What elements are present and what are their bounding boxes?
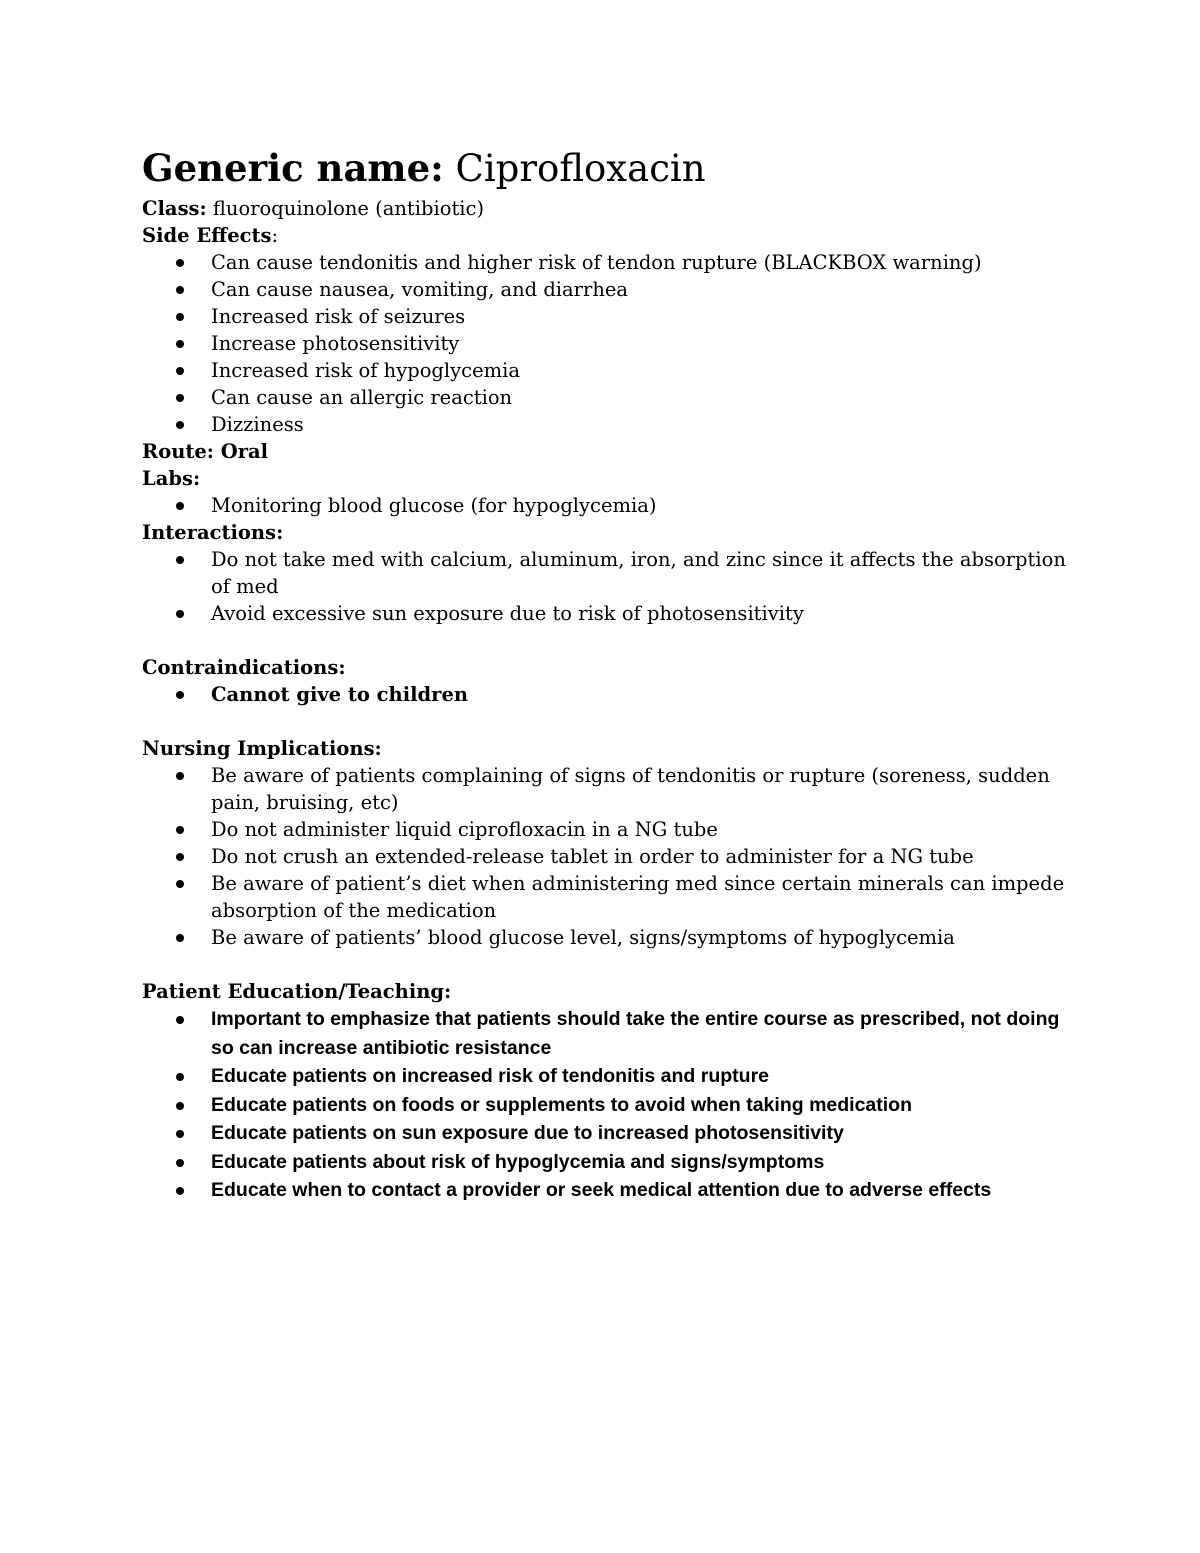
list-item — [142, 411, 1072, 438]
contraindications-heading — [142, 654, 1072, 681]
list-item-text: Important to emphasize that patients should take the entire course as prescribed, not doing so can increase antibiotic resistance — [211, 1008, 1060, 1059]
side-effects-label: Side Effects — [142, 224, 272, 247]
list-item — [142, 681, 1072, 708]
side-effects-list — [142, 249, 1072, 438]
list-item — [142, 330, 1072, 357]
list-item — [142, 276, 1072, 303]
bullet-icon — [176, 1102, 184, 1110]
interactions-list — [142, 546, 1072, 627]
side-effects-colon: : — [271, 224, 279, 247]
bullet-icon — [176, 1187, 184, 1195]
bullet-icon — [176, 313, 184, 321]
bullet-icon — [176, 1073, 184, 1081]
list-item — [142, 1091, 1072, 1120]
page-title — [142, 146, 1072, 191]
list-item — [142, 1119, 1072, 1148]
class-label: Class: — [142, 197, 207, 220]
bullet-icon — [176, 340, 184, 348]
patient-education-list — [142, 1005, 1072, 1205]
bullet-icon — [176, 610, 184, 618]
list-item — [142, 816, 1072, 843]
interactions-heading — [142, 519, 1072, 546]
list-item-text: Do not administer liquid ciprofloxacin in a NG tube — [211, 818, 718, 841]
list-item — [142, 357, 1072, 384]
bullet-icon — [176, 853, 184, 861]
list-item-text: Educate when to contact a provider or seek medical attention due to adverse effects — [211, 1179, 992, 1201]
nursing-implications-heading — [142, 735, 1072, 762]
list-item — [142, 1005, 1072, 1062]
bullet-icon — [176, 934, 184, 942]
list-item-text: Increase photosensitivity — [211, 332, 460, 355]
list-item — [142, 384, 1072, 411]
list-item — [142, 546, 1072, 600]
bullet-icon — [176, 691, 184, 699]
list-item-text: Increased risk of hypoglycemia — [211, 359, 520, 382]
side-effects-heading — [142, 222, 1072, 249]
bullet-icon — [176, 880, 184, 888]
list-item-text: Be aware of patient’s diet when administering med since certain minerals can impede absorption of the medication — [211, 872, 1065, 922]
list-item — [142, 600, 1072, 627]
contraindications-list — [142, 681, 1072, 708]
list-item-text: Increased risk of seizures — [211, 305, 466, 328]
bullet-icon — [176, 772, 184, 780]
list-item — [142, 870, 1072, 924]
list-item — [142, 924, 1072, 951]
nursing-implications-list — [142, 762, 1072, 951]
list-item — [142, 843, 1072, 870]
bullet-icon — [176, 367, 184, 375]
list-item-text: Educate patients on increased risk of tendonitis and rupture — [211, 1065, 770, 1087]
list-item — [142, 762, 1072, 816]
contraindications-label: Contraindications: — [142, 656, 346, 679]
bullet-icon — [176, 826, 184, 834]
list-item-text: Do not take med with calcium, aluminum, iron, and zinc since it affects the absorption of med — [211, 548, 1066, 598]
labs-heading — [142, 465, 1072, 492]
list-item-text: Do not crush an extended-release tablet in order to administer for a NG tube — [211, 845, 974, 868]
bullet-icon — [176, 556, 184, 564]
generic-name-value: Ciprofloxacin — [455, 147, 706, 190]
bullet-icon — [176, 259, 184, 267]
list-item — [142, 1062, 1072, 1091]
patient-education-label: Patient Education/Teaching: — [142, 980, 452, 1003]
interactions-label: Interactions: — [142, 521, 284, 544]
class-value: fluoroquinolone (antibiotic) — [212, 197, 485, 220]
list-item — [142, 1176, 1072, 1205]
list-item-text: Be aware of patients complaining of signs of tendonitis or rupture (soreness, sudden pain, bruising, etc) — [211, 764, 1050, 814]
bullet-icon — [176, 421, 184, 429]
bullet-icon — [176, 1016, 184, 1024]
list-item — [142, 492, 1072, 519]
list-item-text: Can cause tendonitis and higher risk of tendon rupture (BLACKBOX warning) — [211, 251, 982, 274]
patient-education-heading — [142, 978, 1072, 1005]
list-item — [142, 1148, 1072, 1177]
labs-label: Labs: — [142, 467, 201, 490]
list-item-text: Dizziness — [211, 413, 304, 436]
nursing-implications-label: Nursing Implications: — [142, 737, 382, 760]
bullet-icon — [176, 394, 184, 402]
list-item-text: Can cause an allergic reaction — [211, 386, 513, 409]
list-item-text: Be aware of patients’ blood glucose level, signs/symptoms of hypoglycemia — [211, 926, 955, 949]
generic-name-label: Generic name: — [142, 146, 444, 190]
list-item-text: Educate patients on foods or supplements to avoid when taking medication — [211, 1093, 913, 1116]
bullet-icon — [176, 1159, 184, 1167]
route-label: Route: Oral — [142, 440, 269, 463]
document-page — [142, 146, 1072, 1205]
list-item-text: Can cause nausea, vomiting, and diarrhea — [211, 278, 629, 301]
list-item-text: Cannot give to children — [211, 683, 469, 706]
class-line — [142, 195, 1072, 222]
labs-list — [142, 492, 1072, 519]
list-item-text: Educate patients on sun exposure due to increased photosensitivity — [211, 1122, 844, 1144]
list-item-text: Monitoring blood glucose (for hypoglycemia) — [211, 494, 657, 517]
list-item-text: Avoid excessive sun exposure due to risk of photosensitivity — [211, 602, 804, 625]
list-item-text: Educate patients about risk of hypoglycemia and signs/symptoms — [211, 1150, 825, 1173]
bullet-icon — [176, 502, 184, 510]
bullet-icon — [176, 286, 184, 294]
bullet-icon — [176, 1130, 184, 1138]
route-heading — [142, 438, 1072, 465]
list-item — [142, 303, 1072, 330]
list-item — [142, 249, 1072, 276]
